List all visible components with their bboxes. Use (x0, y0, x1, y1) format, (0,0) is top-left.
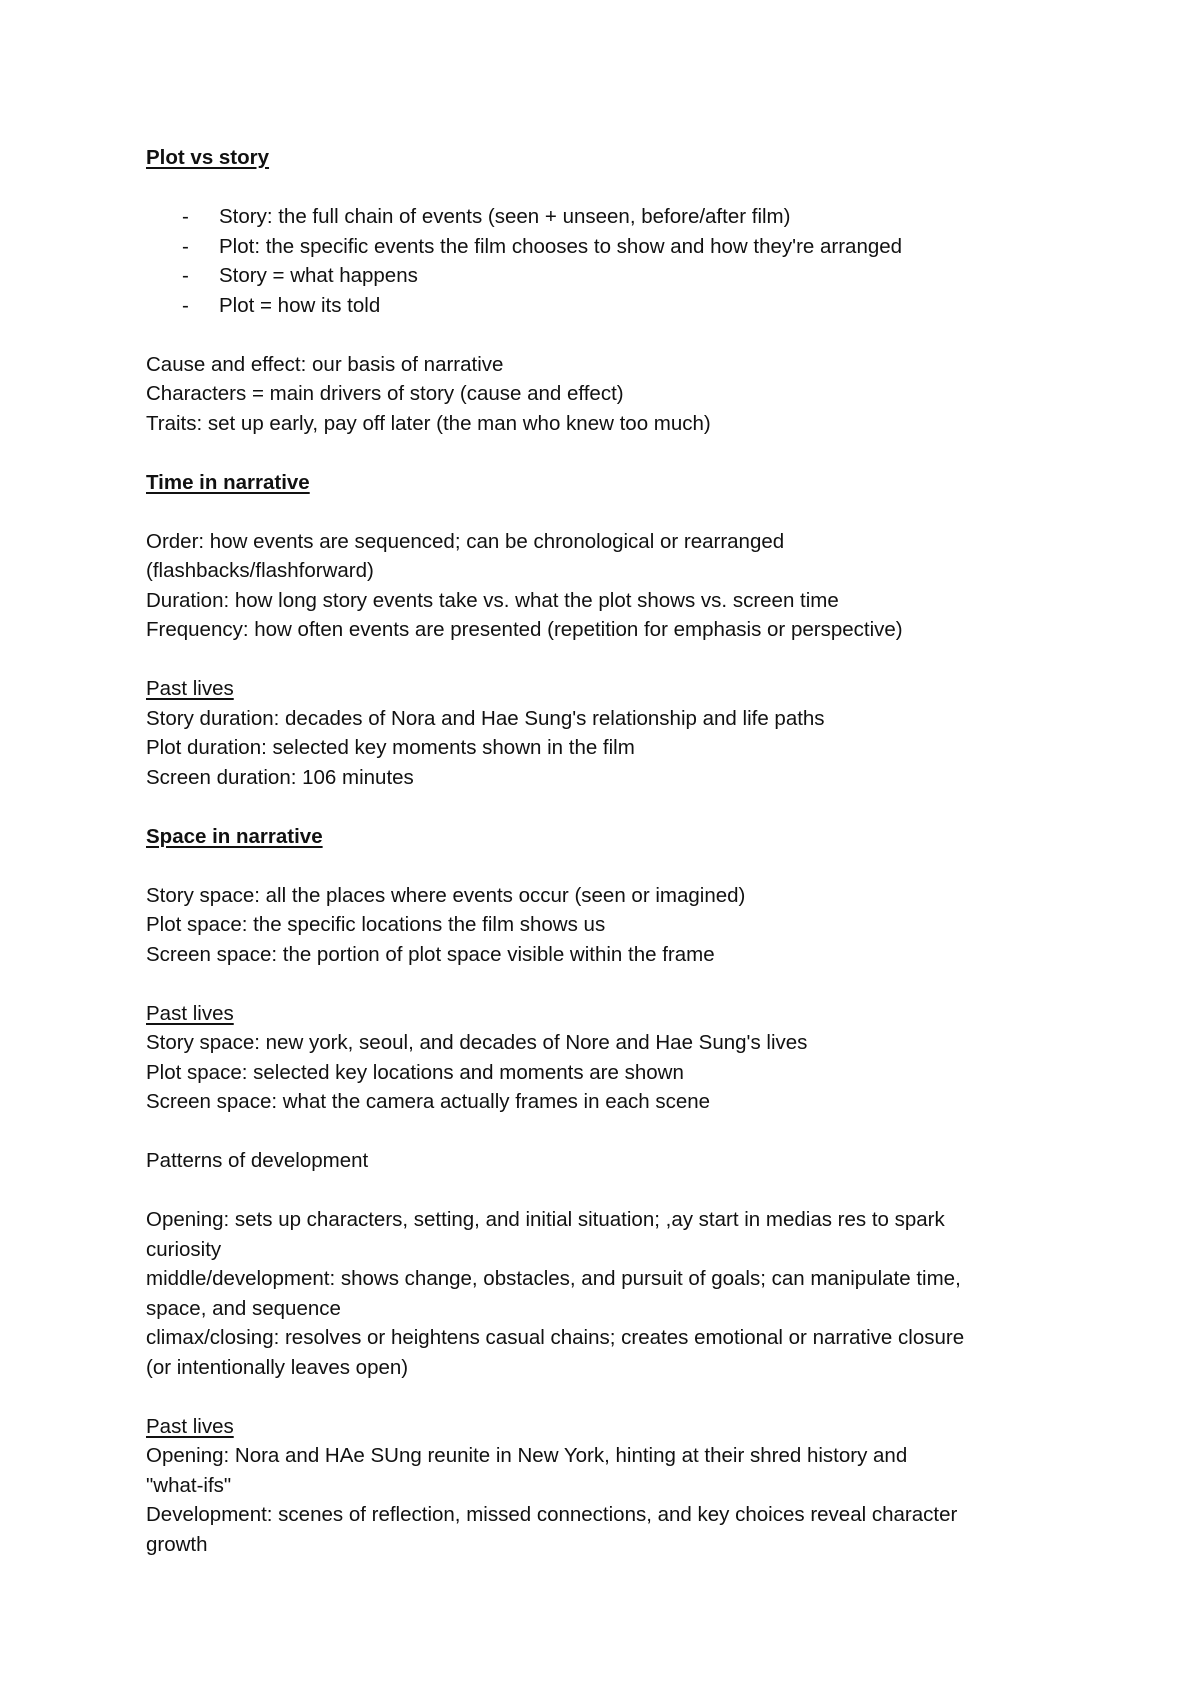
bullet-item (146, 232, 1066, 262)
spacer (146, 1176, 1066, 1206)
bullet-dash: - (182, 264, 189, 287)
bullet-text: Plot: the specific events the film chooses to show and how they're arranged (219, 234, 903, 258)
text-line: Traits: set up early, pay off later (the man who knew too much) (146, 411, 711, 435)
heading-patterns-of-development: Patterns of development (146, 1149, 369, 1172)
text-line: Screen space: what the camera actually frames in each scene (146, 1090, 711, 1113)
heading-time-in-narrative: Time in narrative (146, 470, 310, 494)
spacer (146, 438, 1066, 468)
text-line: Development: scenes of reflection, missed connections, and key choices reveal character (146, 1503, 958, 1526)
bullet-item (146, 291, 1066, 321)
bullet-dash: - (182, 234, 189, 258)
text-line: climax/closing: resolves or heightens casual chains; creates emotional or narrative closure (146, 1326, 965, 1349)
text-line: space, and sequence (146, 1296, 341, 1320)
text-line: Characters = main drivers of story (cause and effect) (146, 382, 624, 405)
spacer (146, 497, 1066, 527)
text-line: Screen duration: 106 minutes (146, 765, 414, 789)
text-line: "what-ifs" (146, 1473, 232, 1497)
spacer (146, 1117, 1066, 1147)
subheading-past-lives: Past lives (146, 1001, 234, 1025)
text-line: growth (146, 1532, 208, 1556)
spacer (146, 1382, 1066, 1412)
text-line: (flashbacks/flashforward) (146, 559, 374, 582)
text-line: middle/development: shows change, obstacles, and pursuit of goals; can manipulate time, (146, 1267, 961, 1290)
text-line: Plot space: the specific locations the film shows us (146, 913, 606, 936)
text-line: Story duration: decades of Nora and Hae Sung's relationship and life paths (146, 706, 825, 730)
subheading-past-lives: Past lives (146, 677, 234, 700)
text-line: Opening: sets up characters, setting, and initial situation; ,ay start in medias res to spark (146, 1208, 945, 1231)
text-line: Screen space: the portion of plot space visible within the frame (146, 942, 715, 966)
document-page (146, 143, 1066, 1559)
text-line: Plot duration: selected key moments shown in the film (146, 736, 635, 759)
text-line: Story space: new york, seoul, and decades of Nore and Hae Sung's lives (146, 1031, 808, 1054)
heading-space-in-narrative: Space in narrative (146, 824, 323, 848)
bullet-dash: - (182, 205, 189, 228)
spacer (146, 851, 1066, 881)
spacer (146, 173, 1066, 203)
text-line: Plot space: selected key locations and moments are shown (146, 1060, 684, 1084)
subheading-past-lives: Past lives (146, 1414, 234, 1438)
text-line: Duration: how long story events take vs. what the plot shows vs. screen time (146, 588, 839, 612)
spacer (146, 645, 1066, 675)
heading-plot-vs-story: Plot vs story (146, 146, 270, 169)
spacer (146, 320, 1066, 350)
bullet-dash: - (182, 293, 189, 317)
text-line: curiosity (146, 1237, 222, 1261)
bullet-text: Story: the full chain of events (seen + unseen, before/after film) (219, 205, 791, 228)
spacer (146, 792, 1066, 822)
bullet-item (146, 261, 1066, 291)
text-line: Story space: all the places where events occur (seen or imagined) (146, 883, 746, 907)
bullet-text: Story = what happens (219, 264, 418, 287)
text-line: Order: how events are sequenced; can be chronological or rearranged (146, 529, 785, 553)
text-line: Cause and effect: our basis of narrative (146, 352, 504, 376)
text-line: (or intentionally leaves open) (146, 1355, 409, 1379)
bullet-item (146, 202, 1066, 232)
spacer (146, 969, 1066, 999)
text-line: Opening: Nora and HAe SUng reunite in New York, hinting at their shred history and (146, 1444, 908, 1467)
text-line: Frequency: how often events are presented (repetition for emphasis or perspective) (146, 618, 903, 641)
bullet-text: Plot = how its told (219, 293, 381, 317)
